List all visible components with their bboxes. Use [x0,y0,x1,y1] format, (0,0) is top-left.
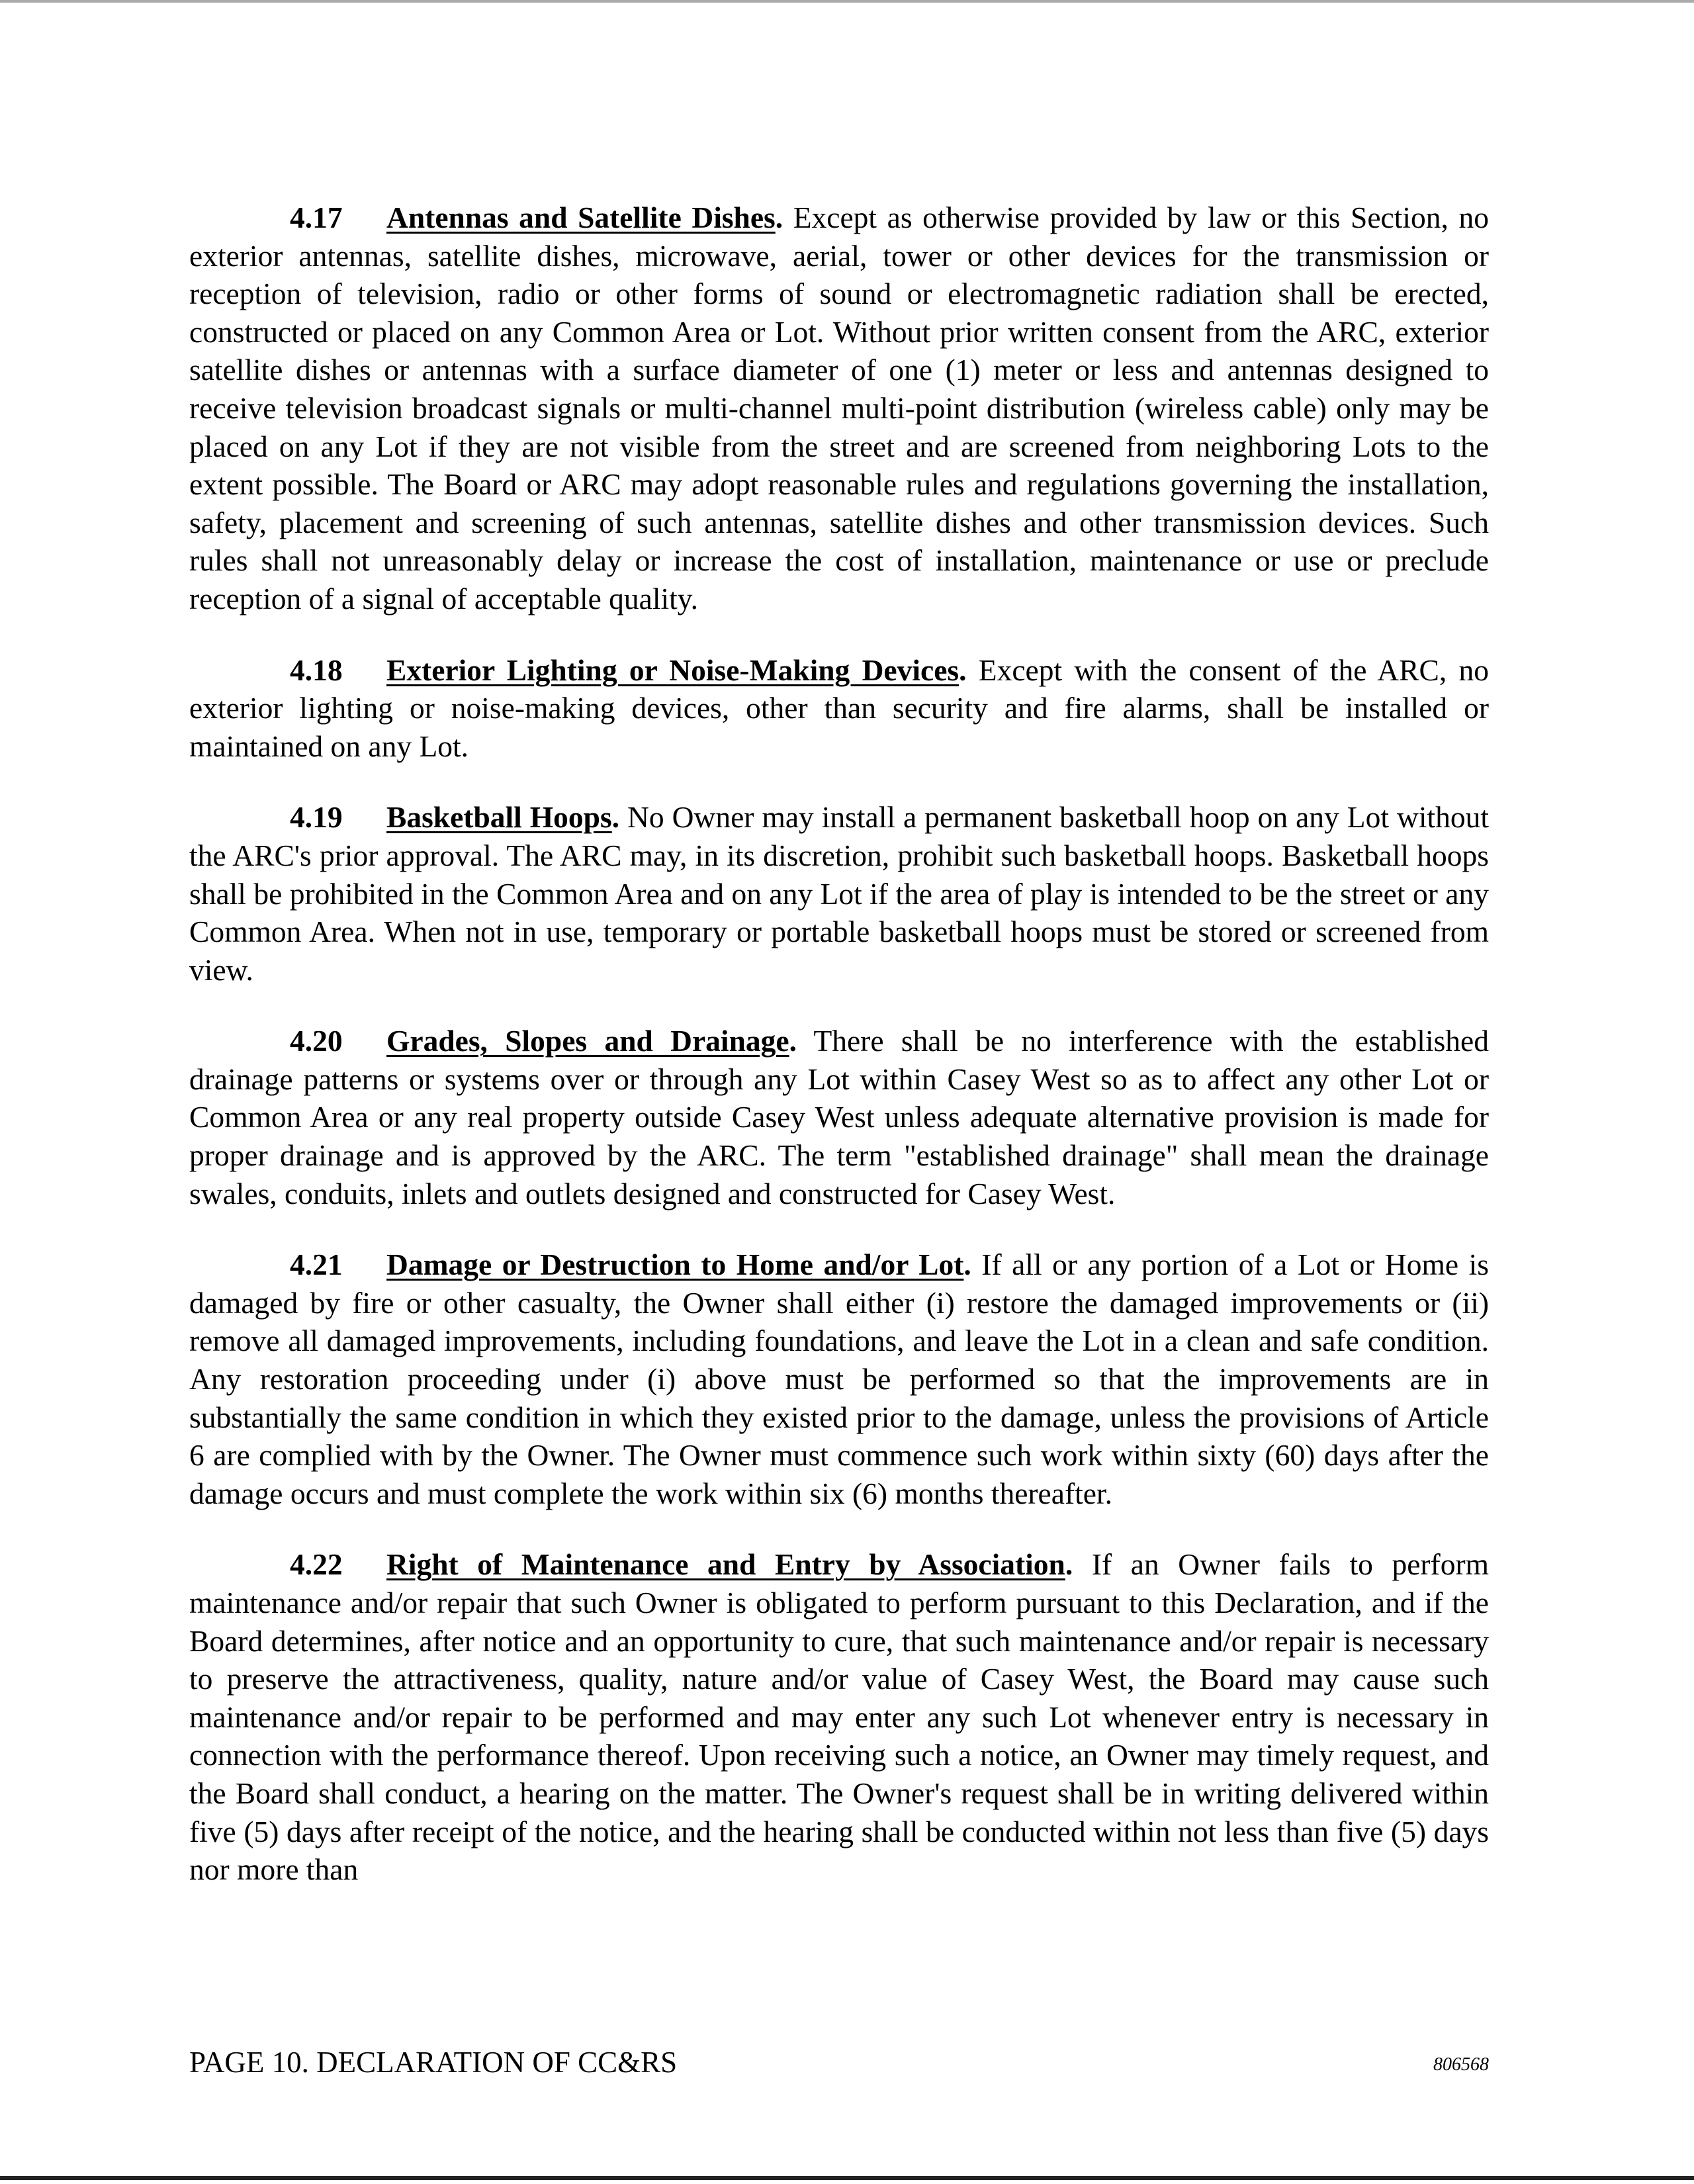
scan-edge-bottom [0,2176,1694,2180]
section-4-21: 4.21 Damage or Destruction to Home and/or Lot. If all or any portion of a Lot or Home is damaged by fire or other casualty, the Owner shall either (i) restore the damaged improvements or (ii) remove all damaged improvements, including foundations, and leave the Lot in a clean and safe condition. Any restoration proceeding under (i) above must be performed so that the improvements are in substantially the same condition in which they existed prior to the damage, unless the provisions of Article 6 are complied with by the Owner. The Owner must commence such work within sixty (60) days after the damage occurs and must complete the work within six (6) months thereafter. [189,1246,1489,1512]
section-body: There shall be no interference with the established drainage patterns or systems over or through any Lot within Casey West so as to affect any other Lot or Common Area or any real property outside Casey West unless adequate alternative provision is made for proper drainage and is approved by the ARC. The term "established drainage" shall mean the drainage swales, conduits, inlets and outlets designed and constructed for Casey West. [189,1024,1489,1210]
section-title: Damage or Destruction to Home and/or Lot [386,1248,964,1282]
section-4-17: 4.17 Antennas and Satellite Dishes. Except as otherwise provided by law or this Section, no exterior antennas, satellite dishes, microwave, aerial, tower or other devices for the transmission or reception of television, radio or other forms of sound or electromagnetic radiation shall be erected, constructed or placed on any Common Area or Lot. Without prior written consent from the ARC, exterior satellite dishes or antennas with a surface diameter of one (1) meter or less and antennas designed to receive television broadcast signals or multi-channel multi-point distribution (wireless cable) only may be placed on any Lot if they are not visible from the street and are screened from neighboring Lots to the extent possible. The Board or ARC may adopt reasonable rules and regulations governing the installation, safety, placement and screening of such antennas, satellite dishes and other transmission devices. Such rules shall not unreasonably delay or increase the cost of installation, maintenance or use or preclude reception of a signal of acceptable quality. [189,199,1489,618]
section-4-19: 4.19 Basketball Hoops. No Owner may install a permanent basketball hoop on any Lot without the ARC's prior approval. The ARC may, in its discretion, prohibit such basketball hoops. Basketball hoops shall be prohibited in the Common Area and on any Lot if the area of play is intended to be the street or any Common Area. When not in use, temporary or portable basketball hoops must be stored or screened from view. [189,798,1489,989]
footer-doc-number: 806568 [1433,2054,1489,2075]
section-number: 4.20 [290,1024,343,1058]
section-body: Except as otherwise provided by law or this Section, no exterior antennas, satellite dishes, microwave, aerial, tower or other devices for the transmission or reception of television, radio or other forms of sound or electromagnetic radiation shall be erected, constructed or placed on any Common Area or Lot. Without prior written consent from the ARC, exterior satellite dishes or antennas with a surface diameter of one (1) meter or less and antennas designed to receive television broadcast signals or multi-channel multi-point distribution (wireless cable) only may be placed on any Lot if they are not visible from the street and are screened from neighboring Lots to the extent possible. The Board or ARC may adopt reasonable rules and regulations governing the installation, safety, placement and screening of such antennas, satellite dishes and other transmission devices. Such rules shall not unreasonably delay or increase the cost of installation, maintenance or use or preclude reception of a signal of acceptable quality. [189,201,1489,615]
document-page [189,199,1489,1922]
scan-edge-top [0,0,1694,3]
section-4-18: 4.18 Exterior Lighting or Noise-Making Devices. Except with the consent of the ARC, no exterior lighting or noise-making devices, other than security and fire alarms, shall be installed or maintained on any Lot. [189,651,1489,766]
section-number: 4.21 [290,1248,343,1282]
section-number: 4.19 [290,800,343,835]
section-body: No Owner may install a permanent basketball hoop on any Lot without the ARC's prior approval. The ARC may, in its discretion, prohibit such basketball hoops. Basketball hoops shall be prohibited in the Common Area and on any Lot if the area of play is intended to be the street or any Common Area. When not in use, temporary or portable basketball hoops must be stored or screened from view. [189,800,1489,987]
section-title: Right of Maintenance and Entry by Association [386,1547,1065,1582]
section-title: Exterior Lighting or Noise-Making Devices [386,653,959,687]
section-4-20: 4.20 Grades, Slopes and Drainage. There shall be no interference with the established drainage patterns or systems over or through any Lot within Casey West so as to affect any other Lot or Common Area or any real property outside Casey West unless adequate alternative provision is made for proper drainage and is approved by the ARC. The term "established drainage" shall mean the drainage swales, conduits, inlets and outlets designed and constructed for Casey West. [189,1022,1489,1212]
page-footer [189,2045,1489,2085]
section-number: 4.18 [290,653,343,687]
section-title: Antennas and Satellite Dishes [386,201,776,234]
section-body: If all or any portion of a Lot or Home is damaged by fire or other casualty, the Owner shall either (i) restore the damaged improvements or (ii) remove all damaged improvements, including foundations, and leave the Lot in a clean and safe condition. Any restoration proceeding under (i) above must be performed so that the improvements are in substantially the same condition in which they existed prior to the damage, unless the provisions of Article 6 are complied with by the Owner. The Owner must commence such work within sixty (60) days after the damage occurs and must complete the work within six (6) months thereafter. [189,1248,1489,1510]
section-number: 4.22 [290,1547,343,1582]
section-body: Except with the consent of the ARC, no exterior lighting or noise-making devices, other than security and fire alarms, shall be installed or maintained on any Lot. [189,653,1490,763]
footer-page-label: PAGE 10. DECLARATION OF CC&RS [189,2046,678,2079]
section-number: 4.17 [290,201,343,234]
section-4-22: 4.22 Right of Maintenance and Entry by Association. If an Owner fails to perform maintenance and/or repair that such Owner is obligated to perform pursuant to this Declaration, and if the Board determines, after notice and an opportunity to cure, that such maintenance and/or repair is necessary to preserve the attractiveness, quality, nature and/or value of Casey West, the Board may cause such maintenance and/or repair to be performed and may enter any such Lot whenever entry is necessary in connection with the performance thereof. Upon receiving such a notice, an Owner may timely request, and the Board shall conduct, a hearing on the matter. The Owner's request shall be in writing delivered within five (5) days after receipt of the notice, and the hearing shall be conducted within not less than five (5) days nor more than [189,1545,1489,1888]
section-body: If an Owner fails to perform maintenance and/or repair that such Owner is obligated to perform pursuant to this Declaration, and if the Board determines, after notice and an opportunity to cure, that such maintenance and/or repair is necessary to preserve the attractiveness, quality, nature and/or value of Casey West, the Board may cause such maintenance and/or repair to be performed and may enter any such Lot whenever entry is necessary in connection with the performance thereof. Upon receiving such a notice, an Owner may timely request, and the Board shall conduct, a hearing on the matter. The Owner's request shall be in writing delivered within five (5) days after receipt of the notice, and the hearing shall be conducted within not less than five (5) days nor more than [189,1547,1489,1887]
section-title: Grades, Slopes and Drainage [386,1024,789,1058]
section-title: Basketball Hoops [386,800,612,835]
